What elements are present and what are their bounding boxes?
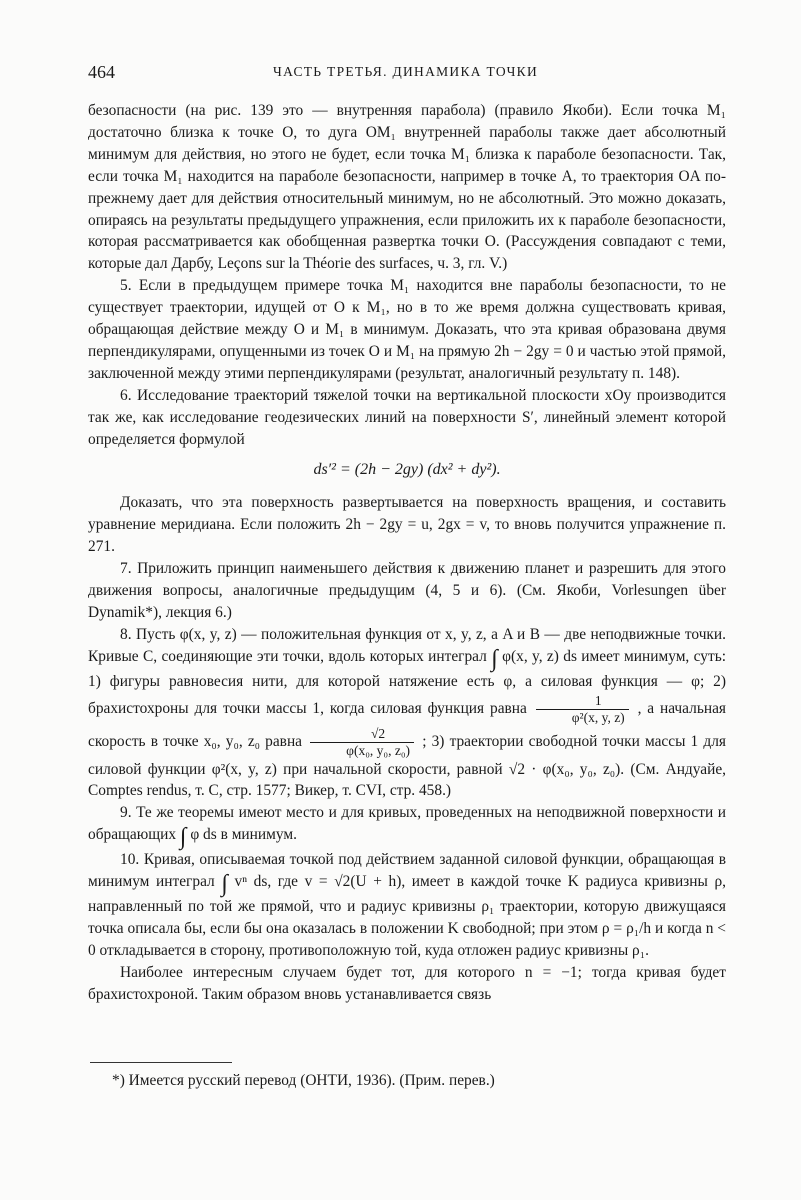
- exercise-6-continued: Доказать, что эта поверхность развертывается на поверхность вращения, и составить уравнение меридиана. Если положить 2h − 2gy = u, 2gx = v, то вновь получится упражнение п. 271.: [88, 494, 726, 556]
- footnote: *) Имеется русский перевод (ОНТИ, 1936). (Прим. перев.): [112, 1072, 495, 1089]
- exercise-10: [88, 849, 726, 962]
- exercise-9-part-b: φ ds в минимум.: [190, 826, 297, 844]
- exercise-7: 7. Приложить принцип наименьшего действия к движению планет и разрешить для этого движения вопросы, аналогичные предыдущим (4, 5 и 6). (См. Якоби, Vorlesungen über Dynamik*), лекция 6.): [88, 560, 726, 621]
- page-header: [88, 62, 728, 86]
- fraction-denominator: φ²(x, y, z): [571, 709, 625, 725]
- exercise-9: [88, 802, 726, 849]
- exercise-8-part-b: φ(x, y, z) ds имеет минимум, суть: 1) фигуры равновесия нити, для которой натяжение есть φ, а силовая функция — φ; 2) брахистохроны для точки массы 1, когда силовая функция равна: [88, 647, 726, 717]
- closing-paragraph: Наиболее интересным случаем будет тот, для которого n = −1; тогда кривая будет брахистохроной. Таким образом вновь устанавливается связь: [88, 963, 726, 1003]
- fraction-numerator: √2: [310, 726, 414, 743]
- exercise-10-part-a: 10. Кривая, описываемая точкой под действием заданной силовой функции, обращающая в минимум интеграл: [88, 851, 726, 891]
- exercise-10-part-b: vⁿ ds, где v = √2(U + h), имеет в каждой точке K радиуса кривизны ρ, направленный по той же прямой, что и радиус кривизны ρ₁ траектории, которую движущаяся точка описала бы, если бы она оказалась в положении K свободной; при этом ρ = ρ₁/h и когда n < 0 откладывается в сторону, противоположную той, куда отложен радиус кривизны ρ₁.: [88, 873, 726, 959]
- exercise-6: 6. Исследование траекторий тяжелой точки на вертикальной плоскости xOy производится так же, как исследование геодезических линий на поверхности S′, линейный элемент которой определяется формулой: [88, 386, 726, 448]
- fraction-denominator: φ(x₀, y₀, z₀): [346, 742, 411, 758]
- exercise-8-part-d: ; 3) траектории свободной точки массы 1 для силовой функции φ²(x, y, z) при начальной скорости, равной √2 · φ(x₀, y₀, z₀). (См. Андуайе, Comptes rendus, т. C, стр. 1577; Викер, т. CVI, стр. 458.): [88, 732, 726, 800]
- fraction-numerator: 1: [536, 693, 629, 710]
- fraction-initial-speed: [310, 726, 414, 759]
- exercise-8-part-c: , а начальная скорость в точке x₀, y₀, z₀ равна: [88, 699, 726, 750]
- paragraph-continuation: безопасности (на рис. 139 это — внутренняя парабола) (правило Якоби). Если точка M₁ достаточно близка к точке O, то дуга OM₁ внутренней параболы также дает абсолютный минимум для действия, но этого не будет, если точка M₁ близка к параболе безопасности. Так, если точка M₁ находится на параболе безопасности, например в точке A, то траектория OA по-прежнему дает для действия относительный минимум, но не абсолютный. Это можно доказать, опираясь на результаты предыдущего упражнения, если приложить их к параболе безопасности, которая рассматривается как обобщенная развертка точки O. (Рассуждения совпадают с теми, которые дал Дарбу, Leçons sur la Théorie des surfaces, ч. 3, гл. V.): [88, 102, 726, 273]
- running-title: ЧАСТЬ ТРЕТЬЯ. ДИНАМИКА ТОЧКИ: [273, 64, 539, 79]
- integral-sign: ∫: [179, 824, 187, 851]
- integral-sign: ∫: [221, 871, 228, 898]
- page-number: 464: [88, 62, 115, 82]
- exercise-8-part-a: 8. Пусть φ(x, y, z) — положительная функция от x, y, z, а A и B — две неподвижные точки. Кривые C, соединяющие эти точки, вдоль которых интеграл: [88, 625, 726, 665]
- exercise-5: 5. Если в предыдущем примере точка M₁ находится вне параболы безопасности, то не существует траектории, идущей от O к M₁, но в то же время должна существовать кривая, обращающая действие между O и M₁ в минимум. Доказать, что эта кривая образована двумя перпендикулярами, опущенными из точек O и M₁ на прямую 2h − 2gy = 0 и частью этой прямой, заключенной между этими перпендикулярами (результат, аналогичный результату п. 148).: [88, 277, 726, 382]
- exercise-8: [88, 624, 726, 803]
- integral-sign: ∫: [491, 645, 498, 672]
- footnote-rule: [90, 1062, 232, 1063]
- formula-line-element: ds′² = (2h − 2gy) (dx² + dy²).: [313, 460, 501, 478]
- fraction-force-function: [536, 693, 629, 726]
- body-text: [88, 100, 726, 1006]
- exercise-9-part-a: 9. Те же теоремы имеют место и для кривых, проведенных на неподвижной поверхности и обращающих: [88, 804, 726, 844]
